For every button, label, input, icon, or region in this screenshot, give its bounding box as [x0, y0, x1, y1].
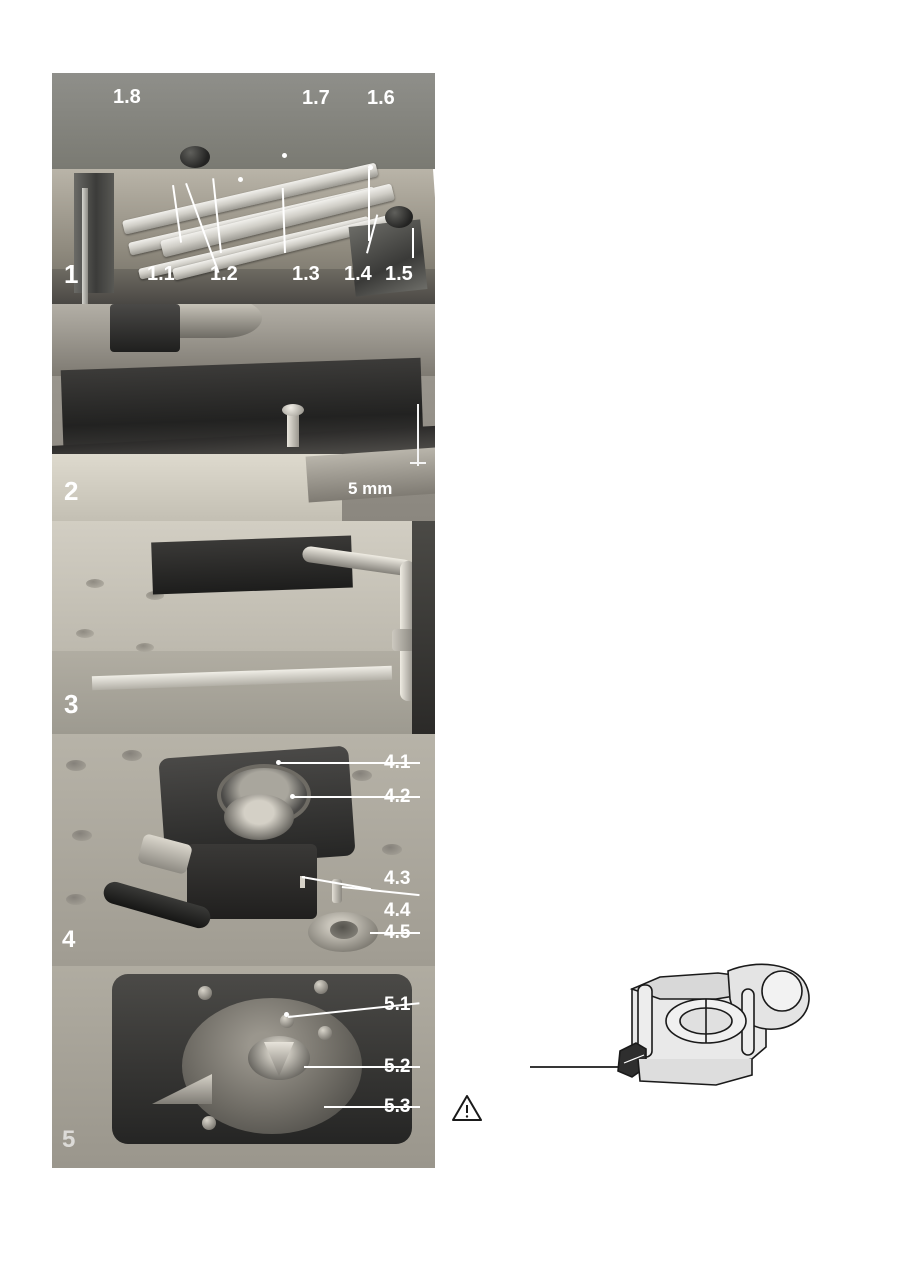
fig2-dimension-arrow — [410, 462, 426, 464]
callout-1-5: 1.5 — [385, 263, 413, 285]
callout-1-1: 1.1 — [147, 263, 175, 285]
fig1-dot-1-1 — [238, 177, 243, 182]
callout-1-4: 1.4 — [344, 263, 372, 285]
figure-2-number: 2 — [64, 476, 79, 506]
fig1-left-clamp — [74, 173, 114, 293]
fig4-bench-hole — [66, 760, 86, 771]
figure-4-number: 4 — [62, 926, 76, 953]
fig4-dot-4-2 — [290, 794, 295, 799]
fig4-copy-ring-hole — [330, 921, 358, 939]
fig2-screw-head — [282, 404, 304, 416]
callout-5-2: 5.2 — [384, 1056, 411, 1077]
callout-4-1: 4.1 — [384, 752, 411, 773]
fig4-bench-hole — [382, 844, 402, 855]
figure-2 — [52, 304, 435, 521]
fig4-bench-hole — [352, 770, 372, 781]
fig2-motor-head — [110, 304, 180, 352]
fig1-knob-right — [385, 206, 413, 228]
fig3-bench-hole — [76, 629, 94, 638]
callout-1-6: 1.6 — [367, 87, 395, 109]
fig2-workpiece — [52, 454, 342, 521]
figure-4 — [52, 734, 435, 966]
fig4-dot-4-1 — [276, 760, 281, 765]
fig3-router-base — [151, 536, 353, 595]
callout-1-7: 1.7 — [302, 87, 330, 109]
fig1-leader-1-7 — [368, 169, 370, 241]
fig5-screw — [318, 1026, 332, 1040]
fig5-screw — [314, 980, 328, 994]
figure-1 — [52, 73, 435, 304]
callout-5-1: 5.1 — [384, 994, 411, 1015]
callout-1-8: 1.8 — [113, 86, 141, 108]
fig3-right-shadow — [412, 521, 435, 734]
callout-4-4: 4.4 — [384, 900, 411, 921]
fig1-dot-1-2 — [282, 153, 287, 158]
router-clamp-lever-drawing — [520, 955, 840, 1115]
warning-triangle-icon — [452, 1094, 482, 1122]
callout-5mm: 5 mm — [348, 479, 393, 498]
fig1-dot-1-7 — [368, 165, 373, 170]
fig4-bench-hole — [66, 894, 86, 905]
figure-3 — [52, 521, 435, 734]
callout-1-2: 1.2 — [210, 263, 238, 285]
fig1-leader-1-4 — [412, 228, 414, 258]
callout-4-3: 4.3 — [384, 868, 411, 889]
fig5-screw — [198, 986, 212, 1000]
figure-5 — [52, 966, 435, 1168]
fig4-inner-opening — [224, 794, 294, 840]
figure-1-number: 1 — [64, 259, 79, 289]
figure-3-number: 3 — [64, 689, 79, 719]
callout-1-3: 1.3 — [292, 263, 320, 285]
fig3-guide-rail — [92, 666, 392, 690]
figure-5-number: 5 — [62, 1126, 76, 1153]
fig1-left-rod — [82, 188, 88, 304]
fig5-screw — [202, 1116, 216, 1130]
fig4-bench-hole — [72, 830, 92, 841]
fig5-dot-5-1 — [284, 1012, 289, 1017]
callout-5-3: 5.3 — [384, 1096, 411, 1117]
fig1-knob-top — [180, 146, 210, 168]
fig3-bench-hole — [136, 643, 154, 652]
callout-4-2: 4.2 — [384, 786, 411, 807]
fig3-bench-hole — [86, 579, 104, 588]
fig4-bench-hole — [122, 750, 142, 761]
fig2-dimension-line — [417, 404, 419, 466]
callout-4-5: 4.5 — [384, 922, 411, 943]
